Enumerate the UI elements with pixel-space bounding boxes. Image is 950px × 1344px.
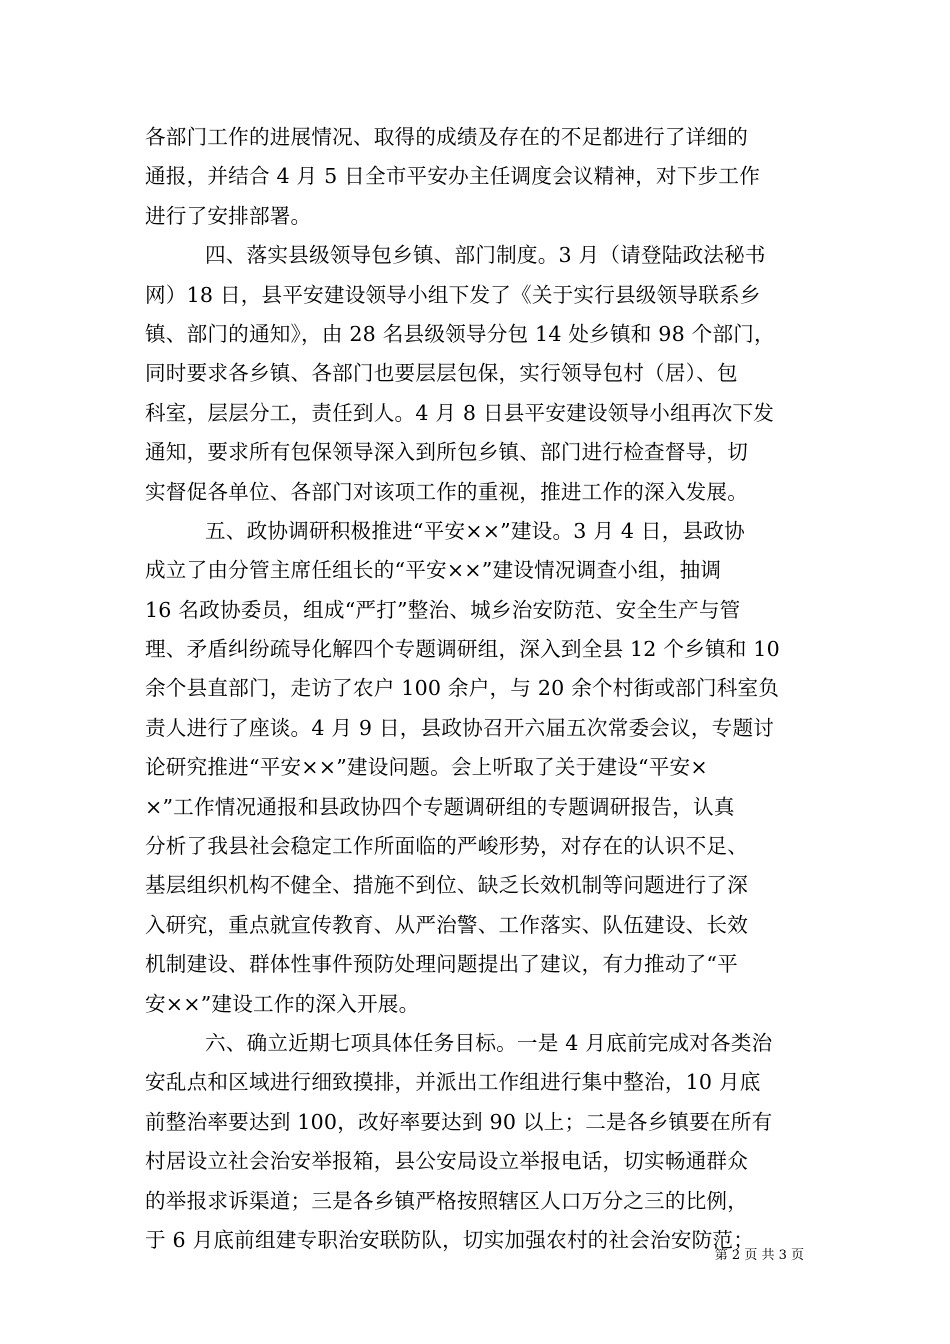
text-line: 进行了安排部署。 (145, 203, 312, 228)
text-line: 入研究，重点就宣传教育、从严治警、工作落实、队伍建设、长效 (145, 912, 749, 937)
text-line: 安××”建设工作的深入开展。 (145, 991, 420, 1016)
text-line: 通知，要求所有包保领导深入到所包乡镇、部门进行检查督导，切 (145, 440, 749, 465)
text-line: 成立了由分管主席任组长的“平安××”建设情况调查小组，抽调 (145, 558, 722, 583)
text-line: ×”工作情况通报和县政协四个专题调研组的专题调研报告，认真 (145, 794, 735, 819)
text-line: 余个县直部门，走访了农户 100 余户，与 20 余个村街或部门科室负 (145, 676, 780, 701)
text-line: 分析了我县社会稳定工作所面临的严峻形势，对存在的认识不足、 (145, 834, 749, 859)
text-line: 前整治率要达到 100，改好率要达到 90 以上；二是各乡镇要在所有 (145, 1109, 773, 1134)
page-number-footer: 第 2 页 共 3 页 (714, 1248, 804, 1263)
text-line: 科室，层层分工，责任到人。4 月 8 日县平安建设领导小组再次下发 (145, 400, 775, 425)
text-line: 同时要求各乡镇、各部门也要层层包保，实行领导包村（居）、包 (145, 361, 738, 386)
paragraph-first-line: 五、政协调研积极推进“平安××”建设。3 月 4 日，县政协 (205, 518, 745, 543)
text-line: 责人进行了座谈。4 月 9 日，县政协召开六届五次常委会议，专题讨 (145, 715, 775, 740)
text-line: 基层组织机构不健全、措施不到位、缺乏长效机制等问题进行了深 (145, 873, 749, 898)
paragraph-first-line: 四、落实县级领导包乡镇、部门制度。3 月（请登陆政法秘书 (205, 243, 766, 268)
text-line: 于 6 月底前组建专职治安联防队，切实加强农村的社会治安防范； (145, 1227, 755, 1252)
text-line: 机制建设、群体性事件预防处理问题提出了建议，有力推动了“平 (145, 952, 738, 977)
text-line: 镇、部门的通知》，由 28 名县级领导分包 14 处乡镇和 98 个部门， (145, 321, 775, 346)
text-line: 通报，并结合 4 月 5 日全市平安办主任调度会议精神，对下步工作 (145, 164, 761, 189)
text-line: 村居设立社会治安举报箱，县公安局设立举报电话，切实畅通群众 (145, 1149, 749, 1174)
text-line: 16 名政协委员，组成“严打”整治、城乡治安防范、安全生产与管 (145, 597, 741, 622)
text-line: 论研究推进“平安××”建设问题。会上听取了关于建设“平安× (145, 755, 708, 780)
text-line: 各部门工作的进展情况、取得的成绩及存在的不足都进行了详细的 (145, 125, 749, 149)
text-line: 实督促各单位、各部门对该项工作的重视，推进工作的深入发展。 (145, 479, 749, 504)
text-line: 理、矛盾纠纷疏导化解四个专题调研组，深入到全县 12 个乡镇和 10 (145, 637, 780, 662)
body-text (145, 118, 815, 1260)
text-line: 的举报求诉渠道；三是各乡镇严格按照辖区人口万分之三的比例， (145, 1188, 749, 1213)
text-line: 网）18 日，县平安建设领导小组下发了《关于实行县级领导联系乡 (145, 282, 761, 307)
text-line: 安乱点和区域进行细致摸排，并派出工作组进行集中整治，10 月底 (145, 1070, 761, 1095)
paragraph-first-line: 六、确立近期七项具体任务目标。一是 4 月底前完成对各类治 (205, 1030, 773, 1055)
